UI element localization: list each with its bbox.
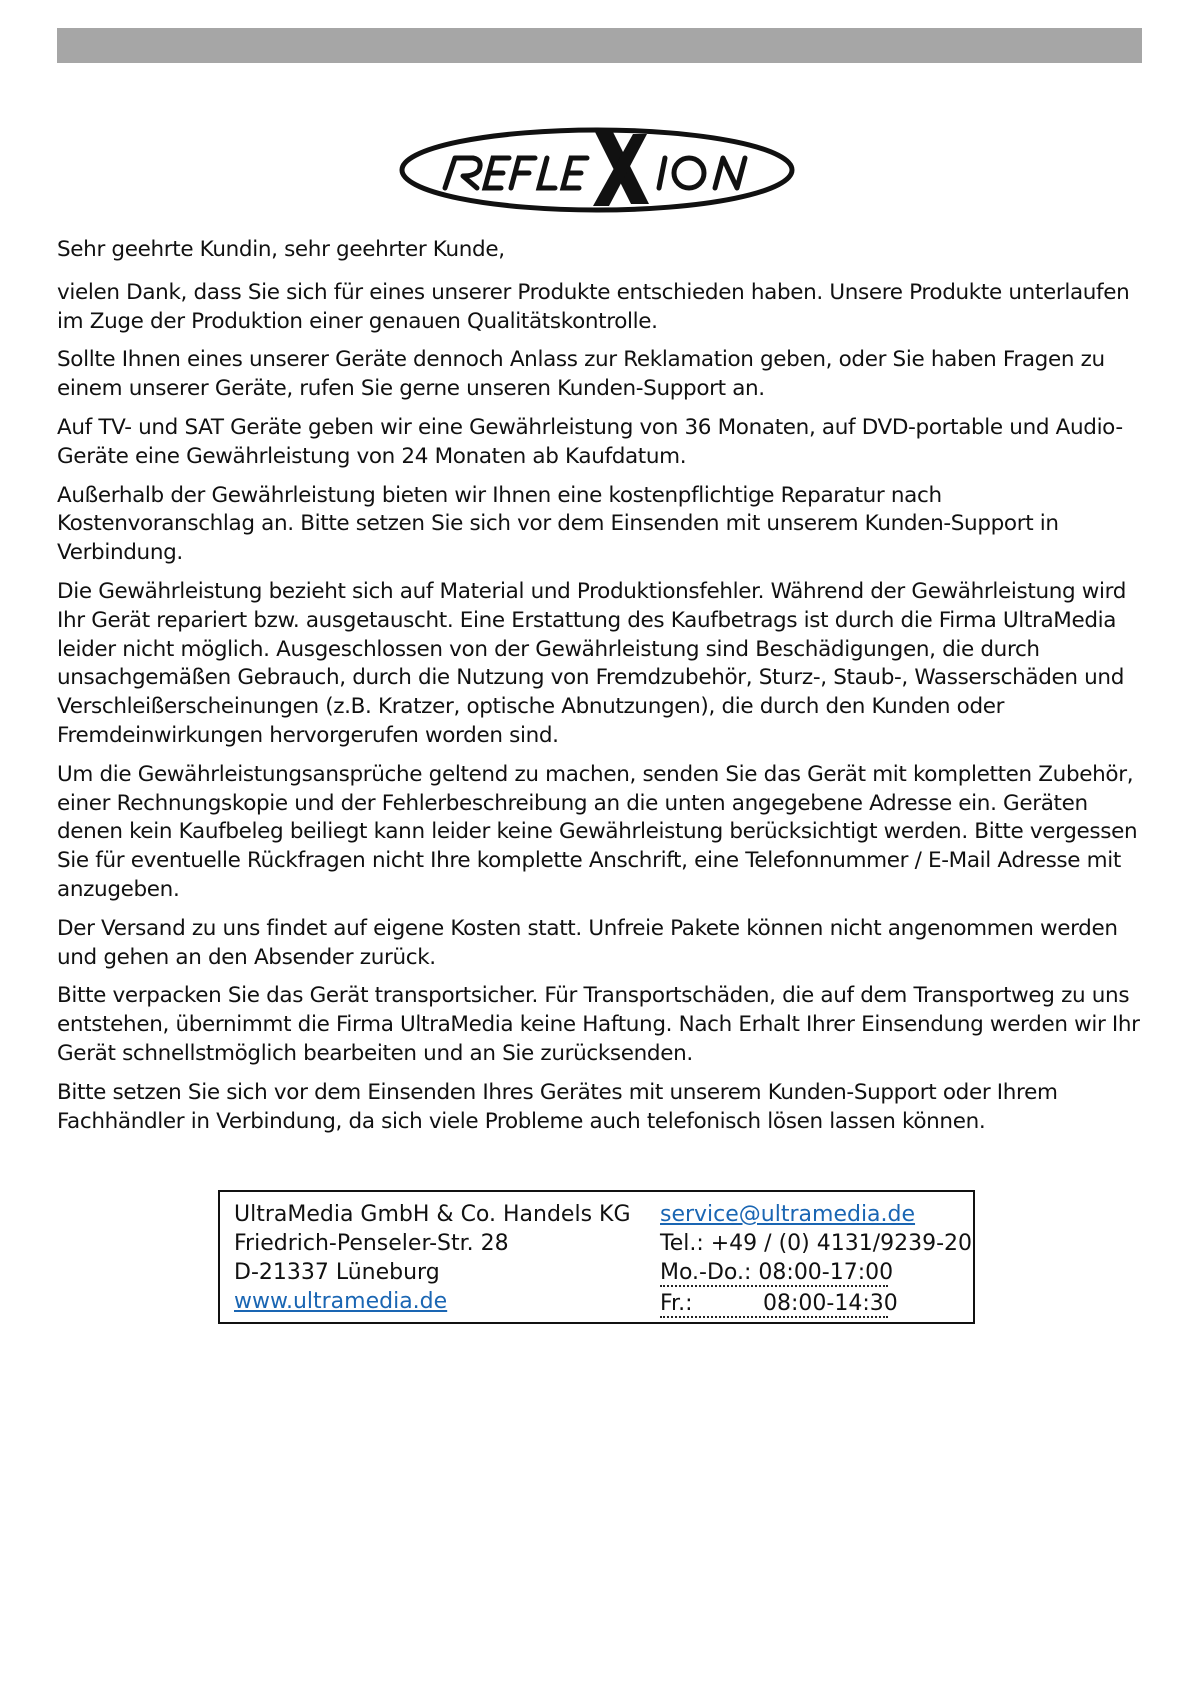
city-address: D-21337 Lüneburg bbox=[234, 1260, 440, 1285]
paragraph-claims: Um die Gewährleistungsansprüche geltend zu machen, senden Sie das Gerät mit kompletten Zubehör, einer Rechnungskopie und der Fehlerbeschreibung an die unten angegebene Adresse ein. Geräten denen kein Kaufbeleg beiliegt kann leider keine Gewährleistung berücksichtigt werden. Bitte vergessen Sie für eventuelle Rückfragen nicht Ihre komplette Anschrift, eine Telefonnummer / E-Mail Adresse mit anzugeben. bbox=[57, 761, 1138, 902]
reflexion-logo bbox=[397, 118, 797, 228]
phone-number: Tel.: +49 / (0) 4131/9239-20 bbox=[660, 1231, 973, 1256]
contact-column bbox=[660, 1200, 972, 1320]
paragraph-thanks: vielen Dank, dass Sie sich für eines unserer Produkte entschieden haben. Unsere Produkte unterlaufen im Zuge der Produktion einer genauen Qualitätskontrolle. bbox=[57, 279, 1130, 334]
paragraph-shipping-cost: Der Versand zu uns findet auf eigene Kosten statt. Unfreie Pakete können nicht angenommen werden und gehen an den Absender zurück. bbox=[57, 915, 1118, 970]
reflexion-logo-icon bbox=[397, 118, 797, 228]
paragraph-contact-first: Bitte setzen Sie sich vor dem Einsenden Ihres Gerätes mit unserem Kunden-Support oder Ihrem Fachhändler in Verbindung, da sich viele Probleme auch telefonisch lösen lassen können. bbox=[57, 1079, 1058, 1134]
paragraph-warranty-scope: Die Gewährleistung bezieht sich auf Material und Produktionsfehler. Während der Gewährleistung wird Ihr Gerät repariert bzw. ausgetauscht. Eine Erstattung des Kaufbetrags ist durch die Firma UltraMedia leider nicht möglich. Ausgeschlossen von der Gewährleistung sind Beschädigungen, die durch unsachgemäßen Gebrauch, durch die Nutzung von Fremdzubehör, Sturz-, Staub-, Wasserschäden und Verschleißerscheinungen (z.B. Kratzer, optische Abnutzungen), die durch den Kunden oder Fremdeinwirkungen hervorgerufen worden sind. bbox=[57, 578, 1127, 748]
paragraph-support: Sollte Ihnen eines unserer Geräte dennoch Anlass zur Reklamation geben, oder Sie haben Fragen zu einem unserer Geräte, rufen Sie gerne unseren Kunden-Support an. bbox=[57, 347, 1105, 402]
friday-label: Fr.: bbox=[660, 1291, 693, 1316]
weekday-label: Mo.-Do.: bbox=[660, 1260, 752, 1285]
website-link[interactable]: www.ultramedia.de bbox=[234, 1289, 448, 1314]
greeting: Sehr geehrte Kundin, sehr geehrter Kunde, bbox=[57, 237, 505, 262]
address-column bbox=[234, 1200, 631, 1316]
company-name: UltraMedia GmbH & Co. Handels KG bbox=[234, 1202, 631, 1227]
paragraph-repair: Außerhalb der Gewährleistung bieten wir Ihnen eine kostenpflichtige Reparatur nach Kostenvoranschlag an. Bitte setzen Sie sich vor dem Einsenden mit unserem Kunden-Support in Verbindung. bbox=[57, 482, 1059, 566]
street-address: Friedrich-Penseler-Str. 28 bbox=[234, 1231, 509, 1256]
contact-box bbox=[218, 1190, 975, 1324]
header-bar bbox=[57, 28, 1142, 63]
friday-time: 08:00-14:30 bbox=[763, 1291, 898, 1316]
paragraph-packaging: Bitte verpacken Sie das Gerät transportsicher. Für Transportschäden, die auf dem Transportweg zu uns entstehen, übernimmt die Firma UltraMedia keine Haftung. Nach Erhalt Ihrer Einsendung werden wir Ihr Gerät schnellstmöglich bearbeiten und an Sie zurücksenden. bbox=[57, 983, 1140, 1066]
hours-weekday bbox=[660, 1258, 894, 1287]
letter-body bbox=[57, 236, 1142, 1146]
weekday-time: 08:00-17:00 bbox=[758, 1260, 894, 1285]
email-link[interactable]: service@ultramedia.de bbox=[660, 1202, 916, 1227]
paragraph-warranty-period: Auf TV- und SAT Geräte geben wir eine Gewährleistung von 36 Monaten, auf DVD-portable und Audio-Geräte eine Gewährleistung von 24 Monaten ab Kaufdatum. bbox=[57, 414, 1123, 469]
hours-friday bbox=[660, 1289, 898, 1318]
